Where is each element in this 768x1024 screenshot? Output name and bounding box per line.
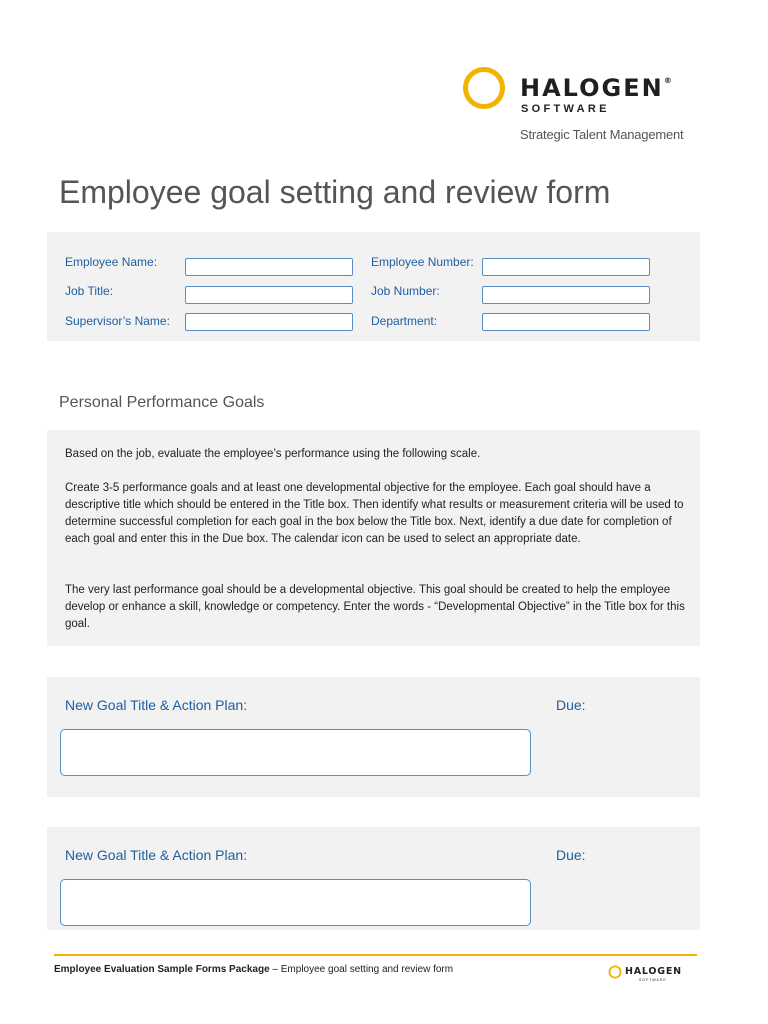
goal-title-label: New Goal Title & Action Plan: <box>65 847 248 863</box>
footer-package-name: Employee Evaluation Sample Forms Package <box>54 964 270 975</box>
halogen-ring-icon <box>462 66 506 110</box>
job-title-label: Job Title: <box>65 284 114 298</box>
employee-number-label: Employee Number: <box>371 255 474 269</box>
supervisor-name-field[interactable] <box>185 313 353 331</box>
halogen-ring-icon <box>608 965 622 979</box>
goal-title-label: New Goal Title & Action Plan: <box>65 697 248 713</box>
department-label: Department: <box>371 314 438 328</box>
logo-wordmark: HALOGEN® <box>520 74 672 102</box>
instructions-paragraph-2: Create 3-5 performance goals and at least one developmental objective for the employee. Each goal should have a descriptive title which should be entered in the Title box. Then identify what results or measurement criteria will be used to determine successful completion for each goal in the box below the Title box. Next, identify a due date for completion of each goal and enter this in the Due box. The calendar icon can be used to select an appropriate date. <box>65 482 684 545</box>
logo-tagline: Strategic Talent Management <box>520 127 684 142</box>
goal-panel <box>47 677 700 797</box>
department-field[interactable] <box>482 313 650 331</box>
footer-separator: – <box>269 964 281 975</box>
goal-panel <box>47 827 700 930</box>
due-label: Due: <box>556 847 586 863</box>
goal-title-field[interactable] <box>60 879 531 926</box>
halogen-logo <box>462 66 702 146</box>
logo-subtitle: SOFTWARE <box>521 103 610 115</box>
footer-logo-subtitle: SOFTWARE <box>639 978 667 982</box>
instructions-paragraph-1: Based on the job, evaluate the employee’s performance using the following scale. <box>65 448 481 460</box>
supervisor-name-label: Supervisor’s Name: <box>65 314 170 328</box>
employee-number-field[interactable] <box>482 258 650 276</box>
goal-title-field[interactable] <box>60 729 531 776</box>
employee-info-panel <box>47 232 700 341</box>
page-title: Employee goal setting and review form <box>59 174 611 210</box>
footer-form-name: Employee goal setting and review form <box>280 964 454 975</box>
footer-logo-wordmark: HALOGEN <box>625 966 682 977</box>
instructions-panel <box>47 430 700 646</box>
employee-name-label: Employee Name: <box>65 255 158 269</box>
due-label: Due: <box>556 697 586 713</box>
job-number-field[interactable] <box>482 286 650 304</box>
job-title-field[interactable] <box>185 286 353 304</box>
footer-caption <box>54 964 453 975</box>
footer-divider <box>54 954 697 956</box>
job-number-label: Job Number: <box>371 284 440 298</box>
instructions-paragraph-3: The very last performance goal should be a developmental objective. This goal should be created to help the employee develop or enhance a skill, knowledge or competency. Enter the words - “Developmental Objective” in the Title box for this goal. <box>65 584 685 630</box>
employee-name-field[interactable] <box>185 258 353 276</box>
section-title: Personal Performance Goals <box>59 394 265 411</box>
footer-logo <box>608 964 698 984</box>
